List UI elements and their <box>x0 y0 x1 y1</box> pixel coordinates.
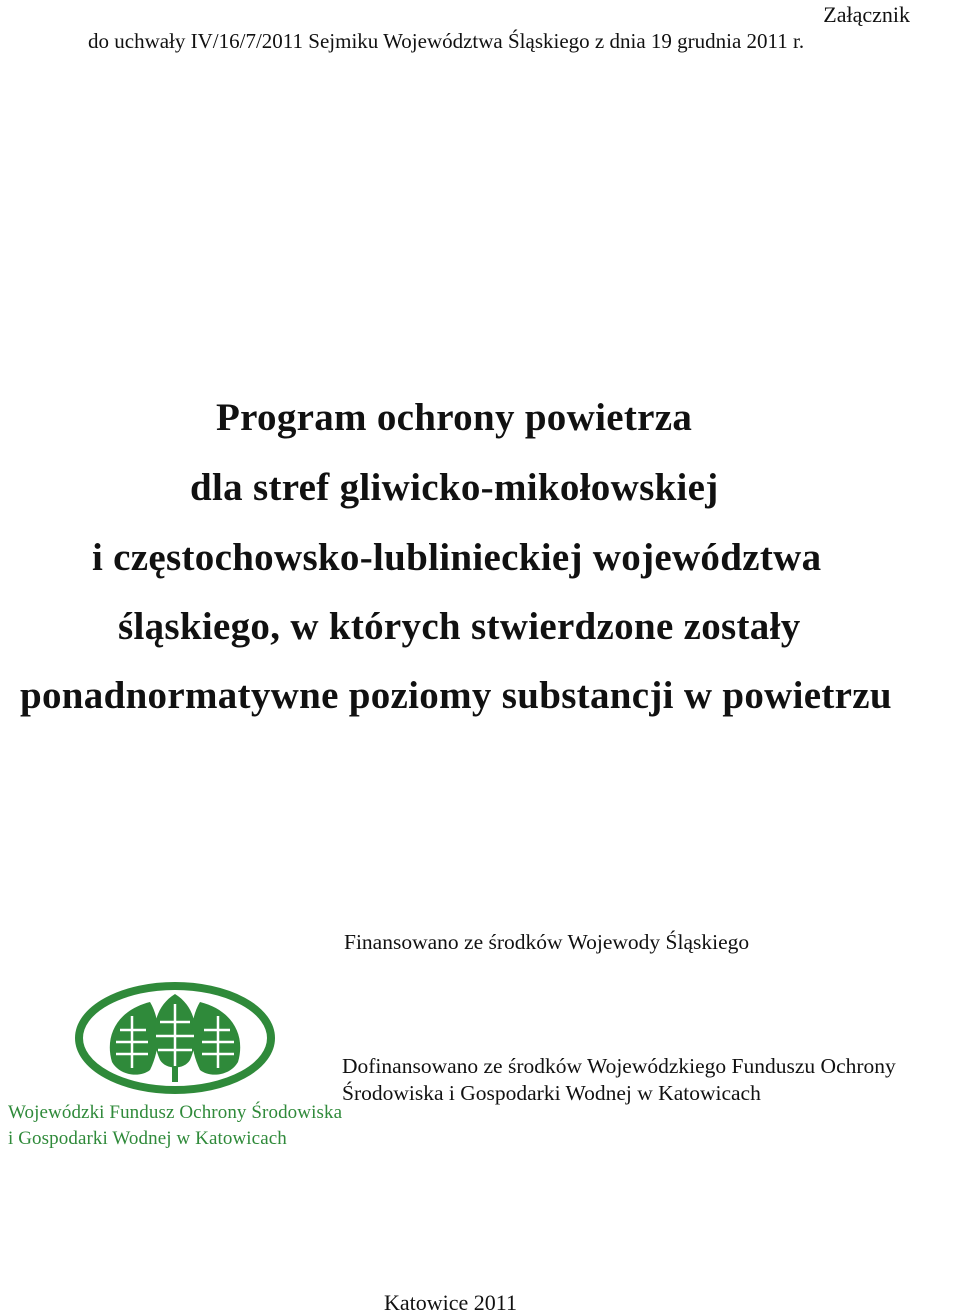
leaf-emblem-icon <box>0 980 340 1100</box>
fund-logo <box>0 980 343 1155</box>
title-line-1: Program ochrony powietrza <box>216 396 693 439</box>
cofinancing-line-2: Środowiska i Gospodarki Wodnej w Katowicach <box>342 1081 761 1105</box>
funding-primary: Finansowano ze środków Wojewody Śląskiego <box>344 930 750 954</box>
title-line-2: dla stref gliwicko-mikołowskiej <box>190 466 719 509</box>
logo-name-line-2: i Gospodarki Wodnej w Katowicach <box>8 1128 287 1149</box>
annex-label: Załącznik <box>823 2 910 27</box>
title-line-5: ponadnormatywne poziomy substancji w powietrzu <box>20 674 892 717</box>
annex-reference: do uchwały IV/16/7/2011 Sejmiku Województwa Śląskiego z dnia 19 grudnia 2011 r. <box>88 29 805 53</box>
place-and-year: Katowice 2011 <box>384 1290 517 1315</box>
title-line-4: śląskiego, w których stwierdzone zostały <box>118 605 801 648</box>
logo-name-line-1: Wojewódzki Fundusz Ochrony Środowiska <box>8 1102 343 1123</box>
cofinancing-line-1: Dofinansowano ze środków Wojewódzkiego Funduszu Ochrony <box>342 1054 896 1078</box>
title-line-3: i częstochowsko-lublinieckiej województwa <box>92 536 822 579</box>
